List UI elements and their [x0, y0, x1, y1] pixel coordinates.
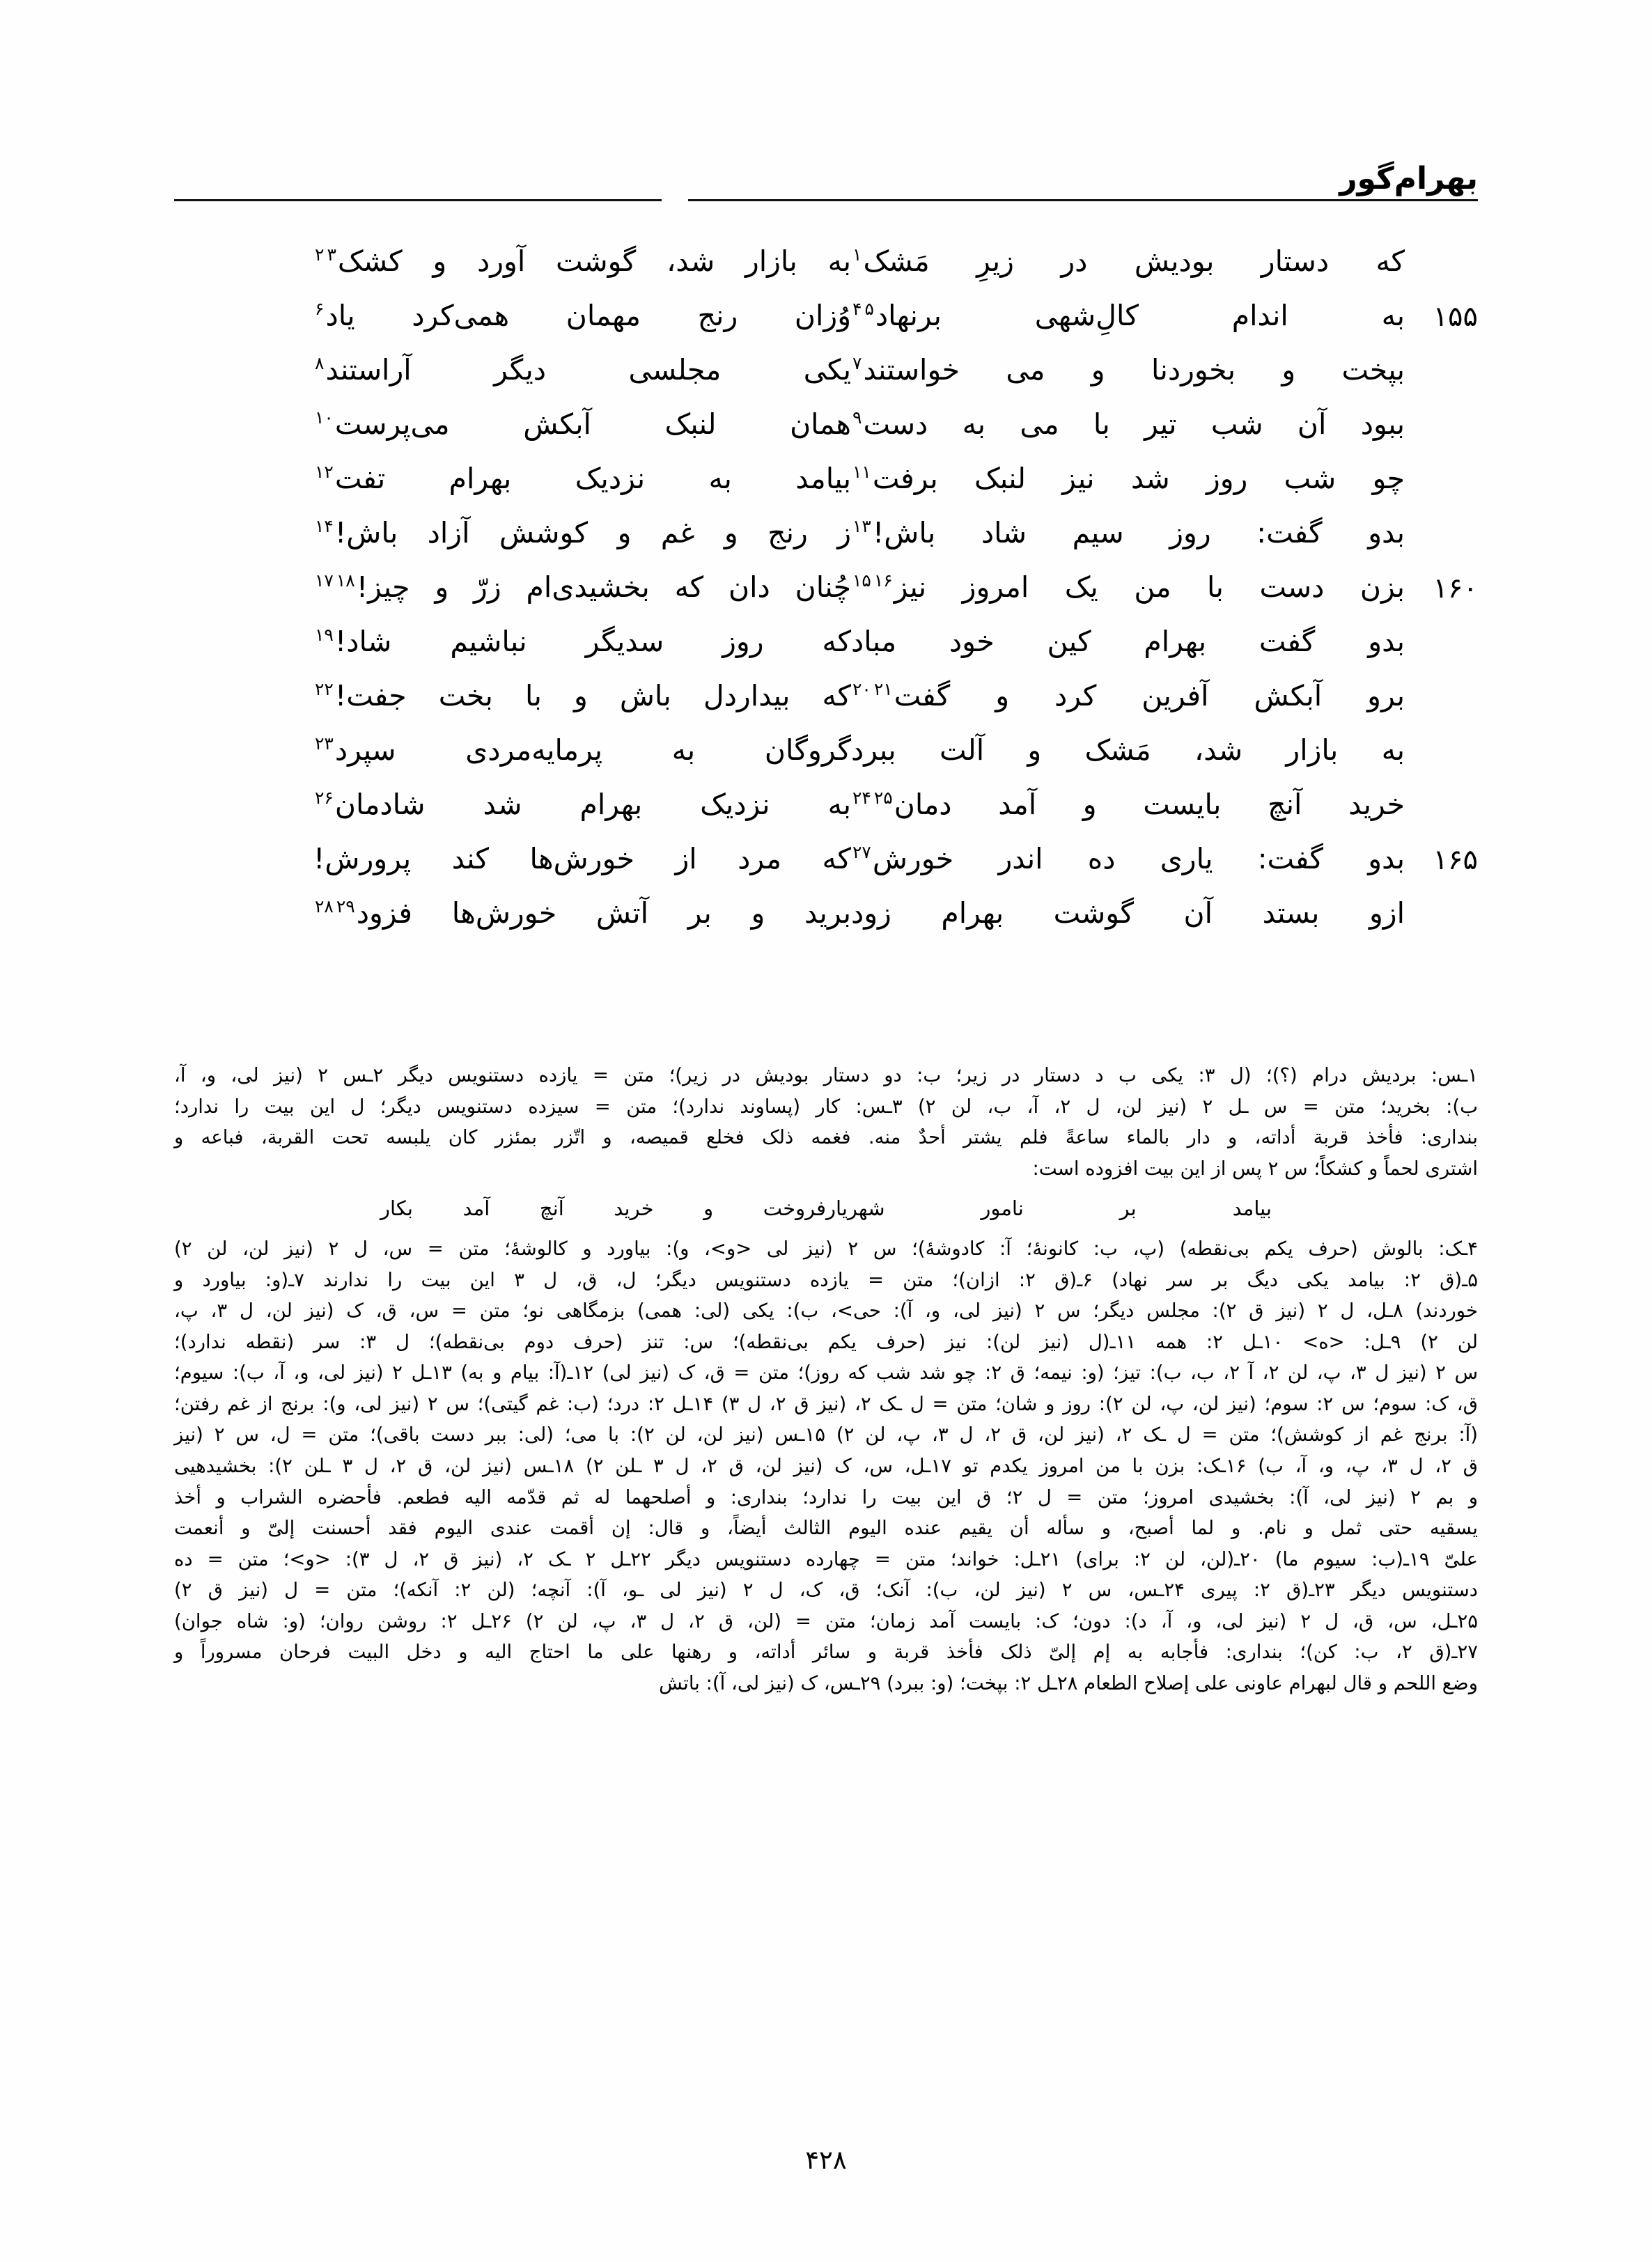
verse-couplet: [174, 408, 1478, 462]
verse-couplet: [174, 897, 1478, 951]
footnote-marker: ۷: [852, 353, 862, 374]
footnote-marker: ۲۵: [873, 788, 893, 809]
apparatus-line: ۲۵ـل، س، ق، ل ۲ (نیز لی، و، آ، د): دون؛ ک: بایست آمد زمان؛ متن = (لن، ق ۲، ل ۳، پ، لن ۲) ۲۶ـل ۲: روشن روان؛ (و: شاه جوان): [174, 1609, 1478, 1632]
verse-couplet: [174, 299, 1478, 354]
verse-number: [1405, 354, 1478, 357]
apparatus-line: اشتری لحماً و کشکاً؛ س ۲ پس از این بیت افزوده است:: [1032, 1157, 1478, 1180]
verse-number: [1405, 734, 1478, 737]
hemistich-right: بزن دست با من یک امروز نیز$^{۱۵}$ $^{۱۶}$: [852, 570, 1405, 604]
footnote-marker: ۱۴: [315, 516, 334, 537]
footnote-marker: ۲۹: [336, 896, 355, 917]
apparatus-part-two: [174, 1233, 1478, 1699]
verse-number: [1405, 897, 1478, 900]
apparatus-line: ۴ـک: بالوش (حرف یکم بی‌نقطه) (پ، ب: کانونهٔ؛ آ: کادوشهٔ)؛ س ۲ (نیز لی <و>، و): بیاورد و کالوشهٔ؛ متن = س، ل ۲ (نیز لن، لن ۲): [174, 1238, 1478, 1261]
hemistich-right: خرید آنچ بایست و آمد دمان$^{۲۴}$ $^{۲۵}$: [852, 788, 1405, 821]
hemistich-left: که روز سدیگر نباشیم شاد!$^{۱۹}$: [315, 625, 851, 658]
footnote-marker: ۲۲: [315, 679, 334, 700]
footnote-marker: ۴: [852, 299, 862, 320]
hemistich-left: گروگان به پرمایه‌مردی سپرد$^{۲۳}$: [315, 733, 851, 767]
verse-number: ۱۵۵: [1433, 301, 1478, 333]
footnote-marker: ۱۳: [852, 516, 871, 537]
footnote-marker: ۱۵: [852, 570, 871, 591]
footnote-marker: ۶: [315, 299, 325, 320]
footnote-marker: ۲۳: [315, 733, 334, 754]
page-title: بهرام‌گور: [1339, 161, 1478, 196]
apparatus-line: ق، ک: سوم؛ س ۲: سوم؛ (نیز لن، پ، لن ۲): روز و شان؛ متن = ل ـک ۲، (نیز ق ۲، ل ۳) ۱۴ـل ۲: درد؛ (ب: غم گیتی)؛ س ۲ (نیز لی، و): برنج از غم رفتن؛: [174, 1392, 1479, 1415]
verse-couplet: [174, 245, 1478, 299]
footnote-marker: ۸: [315, 353, 325, 374]
verse-couplet: [174, 571, 1478, 625]
hemistich-left: همان لنبک آبکش می‌پرست$^{۱۰}$: [315, 407, 851, 441]
footnote-marker: ۱۱: [852, 462, 871, 483]
apparatus-line: علیّ ۱۹ـ(ب: سیوم ما) ۲۰ـ(لن، لن ۲: برای) ۲۱ـل: خواند؛ متن = چهارده دستنویس دیگر ۲۲ـل ۲ ـک ۲، (نیز ق ۲، ل ۳): <و>؛ متن = ده: [174, 1547, 1478, 1570]
footnote-marker: ۱: [852, 244, 862, 265]
apparatus-line: ۲۷ـ(ق ۲، ب: کن)؛ بنداری: فأجابه به إم إلیّ ذلک فأخذ قربة و سائر أداته، و رهنها علی ما احتاج الیه و دخل البیت فرحان مسروراً و: [174, 1641, 1478, 1664]
apparatus-line: وضع اللحم و قال لبهرام عاونی علی إصلاح الطعام ۲۸ـل ۲: بپخت؛ (و: ببرد) ۲۹ـس، ک (نیز لی، آ): باتش: [659, 1671, 1478, 1694]
hemistich-right: بدو گفت: روز سیم شاد باش!$^{۱۳}$: [852, 516, 1405, 549]
footnote-marker: ۲۶: [315, 788, 334, 809]
inset-hemistich-right: بیامد بر نامور شهریار: [826, 1196, 1272, 1221]
footnote-marker: ۳: [327, 244, 336, 265]
verse-couplet: [174, 734, 1478, 788]
hemistich-right: بدو گفت بهرام کین خود مباد: [851, 625, 1405, 658]
hemistich-left: وُزان رنج مهمان همی‌کرد یاد$^۶$: [315, 299, 851, 332]
hemistich-left: که بیداردل باش و با بخت جفت!$^{۲۲}$: [315, 679, 851, 712]
running-head: [174, 129, 1478, 205]
hemistich-left: که مرد از خورش‌ها کند پرورش!: [313, 842, 851, 875]
apparatus-line: ۵ـ(ق ۲: بیامد یکی دیگ بر سر نهاد) ۶ـ(ق ۲: ازان)؛ متن = یازده دستنویس دیگر؛ ل، ق، ل ۳ این بیت را ندارند ۷ـ(و: بیاورد و: [174, 1268, 1479, 1291]
verse-couplet: [174, 680, 1478, 734]
verse-couplet: [174, 788, 1478, 843]
footnote-marker: ۲۴: [852, 788, 871, 809]
hemistich-left: بیامد به نزدیک بهرام تفت$^{۱۲}$: [315, 462, 851, 495]
footnote-marker: ۱۷: [315, 570, 334, 591]
apparatus-line: یسقیه حتی ثمل و نام. و لما أصبح، و سأله أن یقیم عنده الیوم الثالث أیضاً، و قال: إن أقمت عندی الیوم فقد أحسنت إلیّ و أنعمت: [174, 1517, 1478, 1540]
footnote-marker: ۲۷: [852, 842, 871, 863]
verse-number: [1405, 462, 1478, 465]
footnote-marker: ۱۸: [336, 570, 355, 591]
apparatus-line: لن ۲) ۹ـل: <ه> ۱۰ـل ۲: همه ۱۱ـ(ل (نیز لن): نیز (حرف یکم بی‌نقطه)؛ س: تنز (حرف دوم بی‌نقطه)؛ ل ۳: سر (نقطه ندارد)؛: [174, 1330, 1479, 1353]
verse-number: [1405, 625, 1478, 628]
verse-number: ۱۶۵: [1433, 844, 1478, 876]
verse-couplet: [174, 843, 1478, 897]
folio-page-number: ۴۲۸: [805, 2145, 847, 2175]
header-rule-gap: [662, 196, 688, 205]
apparatus-line: ق ۲، ل ۳، پ، و، آ، ب) ۱۶ـک: بزن با من امروز یکدم تو ۱۷ـل، س، ک (نیز لن، ق ۲، ل ۳ ـلن ۲) ۱۸ـس (نیز لن، ق ۲، ل ۳ ـلن ۲): بخشیدهیی: [174, 1454, 1478, 1477]
hemistich-right: که دستار بودیش در زیرِ مَشک$^۱$: [852, 244, 1405, 278]
footnote-marker: ۱۹: [315, 625, 334, 646]
verse-couplet: [174, 462, 1478, 517]
apparatus-inset-couplet: [174, 1192, 1478, 1225]
apparatus-part-one: [174, 1060, 1478, 1184]
verse-number: [1405, 680, 1478, 682]
footnote-marker: ۲۰: [852, 679, 871, 700]
hemistich-right: چو شب روز شد نیز لنبک برفت$^{۱۱}$: [852, 462, 1405, 495]
verse-number: [1405, 788, 1478, 791]
hemistich-right: به بازار شد، مَشک و آلت ببرد: [851, 733, 1405, 767]
hemistich-right: بدو گفت: یاری ده اندر خورش$^{۲۷}$: [852, 842, 1405, 875]
footnote-marker: ۱۶: [873, 570, 893, 591]
apparatus-line: ۱ـس: بردیش درام (؟)؛ (ل ۳: یکی ب د دستار در زیر؛ ب: دو دستار بودیش در زیر)؛ متن = یازده دستنویس دیگر ۲ـس ۲ (نیز لی، و، آ،: [174, 1064, 1479, 1086]
hemistich-right: برو آبکش آفرین کرد و گفت$^{۲۰}$ $^{۲۱}$: [852, 679, 1405, 712]
verse-number: [1405, 408, 1478, 411]
apparatus-line: خوردند) ۸ـل، ل ۲ (نیز ق ۲): مجلس دیگر؛ س ۲ (نیز لی، و، آ): حی>، ب): یکی (لی: همی) بزمگاهی نو؛ متن = س، ق، ک (نیز لن، ل ۳، پ،: [174, 1300, 1478, 1323]
footnote-marker: ۵: [864, 299, 874, 320]
verse-number: ۱۶۰: [1433, 572, 1478, 604]
footnote-apparatus: [174, 1060, 1478, 1699]
apparatus-line: ب): بخرید؛ متن = س ـل ۲ (نیز لن، ل ۲، آ، ب، لن ۲) ۳ـس: کار (پساوند ندارد)؛ متن = سیزده دستنویس دیگر؛ ل این بیت را ندارد؛: [174, 1095, 1478, 1118]
verse-couplet: [174, 625, 1478, 680]
inset-hemistich-left: فروخت و خرید آنچ آمد بکار: [380, 1196, 826, 1221]
apparatus-line: (آ: برنج غم از کوشش)؛ متن = ل ـک ۲، (نیز لن، ق ۲، ل ۳، پ، لن ۲) ۱۵ـس (نیز لن، لن ۲): با می؛ (لی: ببر دست باقی)؛ متن = ل، س ۲ (نیز: [174, 1424, 1478, 1446]
hemistich-left: برید و بر آتش خورش‌ها فزود$^{۲۸}$ $^{۲۹}$: [315, 896, 851, 930]
hemistich-right: ببود آن شب تیر با می به دست$^۹$: [852, 407, 1405, 441]
footnote-marker: ۲۸: [315, 896, 334, 917]
verse-number: [1405, 245, 1478, 248]
hemistich-left: به نزدیک بهرام شد شادمان$^{۲۶}$: [315, 788, 851, 821]
hemistich-right: ازو بستد آن گوشت بهرام زود: [851, 896, 1405, 930]
footnote-marker: ۲۱: [873, 679, 893, 700]
apparatus-line: بنداری: فأخذ قربة أداته، و دار بالماء ساعةً فلم یشتر أحدٌ منه. فغمه ذلک فخلع قمیصه، و اتّزر بمئزر کان یلبسه تحت القربة، فباعه و: [174, 1126, 1478, 1149]
footnote-marker: ۲: [315, 244, 325, 265]
header-rule: [174, 199, 1478, 201]
apparatus-line: دستنویس دیگر ۲۳ـ(ق ۲: پیری ۲۴ـس، س ۲ (نیز لن، ب): آنک؛ ق، ک، ل ۲ (نیز لی ـو، آ): آنچه؛ (لن ۲: آنکه)؛ متن = ل (نیز ق ۲): [174, 1579, 1478, 1602]
verse-couplet: [174, 354, 1478, 408]
apparatus-line: و بم ۲ (نیز لی، آ): بخشیدی امروز؛ متن = ل ۲؛ ق این بیت را ندارد؛ بنداری: و أصلحهما له ثم قدّمه الیه فطعم. فأحضره الشراب و أخذ: [174, 1485, 1478, 1508]
footnote-marker: ۱۰: [315, 407, 334, 428]
verse-number: [1405, 517, 1478, 520]
hemistich-left: یکی مجلسی دیگر آراستند$^۸$: [315, 353, 851, 387]
apparatus-line: س ۲ (نیز ل ۳، پ، لن ۲، آ ۲، ب، ب): تیز؛ (و: نیمه؛ ق ۲: چو شد شب که روز)؛ متن = ق، ک (نیز لی) ۱۲ـ(آ: بیام و به) ۱۳ـل ۲ (نیز لی، و، آ، ب): سیوم؛: [174, 1362, 1479, 1384]
hemistich-right: بپخت و بخوردنا و می خواستند$^۷$: [852, 353, 1405, 387]
footnote-marker: ۹: [852, 407, 862, 428]
footnote-marker: ۱۲: [315, 462, 334, 483]
hemistich-left: ز رنج و غم و کوشش آزاد باش!$^{۱۴}$: [315, 516, 851, 549]
hemistich-left: چُنان دان که بخشیدی‌ام زرّ و چیز!$^{۱۷}$ $^{۱۸}$: [315, 570, 851, 604]
verse-couplet: [174, 517, 1478, 571]
hemistich-left: به بازار شد، گوشت آورد و کشک$^۲$ $^۳$: [315, 244, 851, 278]
verse-block: [174, 245, 1478, 951]
hemistich-right: به اندام کالِ‌شهی برنهاد$^۴$ $^۵$: [852, 299, 1405, 332]
